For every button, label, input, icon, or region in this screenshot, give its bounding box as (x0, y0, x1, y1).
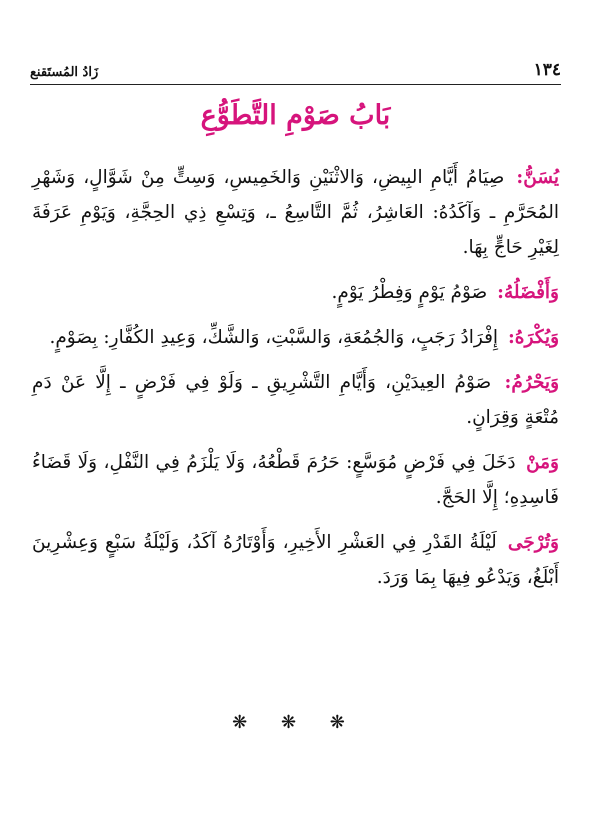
page-number: ١٣٤ (533, 60, 561, 80)
paragraph-text: صَوْمُ يَوْمٍ وَفِطْرُ يَوْمٍ. (331, 282, 488, 303)
paragraph-text: صِيَامُ أَيَّامِ البِيضِ، وَالاثْنَيْنِ وَالخَمِيسِ، وَسِتٍّ مِنْ شَوَّالٍ، وَشَهْرِ المُحَرَّمِ ـ وَآكَدُهُ: العَاشِرُ، ثُمَّ التَّاسِعُ ـ، وَتِسْعِ ذِي الحِجَّةِ، وَيَوْمِ عَرَفَةَ لِغَيْرِ حَاجٍّ بِهَا. (32, 167, 559, 258)
page-header (30, 52, 561, 85)
paragraph-forbidden-fasts (32, 365, 559, 435)
book-title: زَادُ المُستَقنع (30, 65, 99, 80)
paragraph-lead: يُسَنُّ: (516, 167, 559, 188)
paragraph-lead: وَأَفْضَلُهُ: (497, 282, 559, 303)
paragraph-lead: وَتُرْجَى (507, 532, 559, 553)
chapter-title: بَابُ صَوْمِ التَّطَوُّعِ (200, 100, 391, 131)
paragraph-text: لَيْلَةُ القَدْرِ فِي العَشْرِ الأَخِيرِ، وَأَوْتَارُهُ آكَدُ، وَلَيْلَةُ سَبْعٍ وَعِشْرِينَ أَبْلَغُ، وَيَدْعُو فِيهَا بِمَا وَرَدَ. (32, 532, 559, 588)
paragraph-text: صَوْمُ العِيدَيْنِ، وَأَيَّامِ التَّشْرِيقِ ـ وَلَوْ فِي فَرْضٍ ـ إِلَّا عَنْ دَمِ مُتْعَةٍ وَقِرَانٍ. (32, 372, 559, 428)
chapter-content (32, 160, 559, 605)
paragraph-text: إِفْرَادُ رَجَبٍ، وَالجُمُعَةِ، وَالسَّبْتِ، وَالشَّكِّ، وَعِيدِ الكُفَّارِ: بِصَوْمٍ. (49, 327, 499, 348)
paragraph-breaking-fast (32, 445, 559, 515)
paragraph-laylat-al-qadr (32, 525, 559, 595)
paragraph-lead: وَيُكْرَهُ: (507, 327, 559, 348)
paragraph-lead: وَيَحْرُمُ: (504, 372, 560, 393)
paragraph-lead: وَمَنْ (526, 452, 559, 473)
paragraph-text: دَخَلَ فِي فَرْضٍ مُوَسَّعٍ: حَرُمَ قَطْعُهُ، وَلَا يَلْزَمُ فِي النَّفْلِ، وَلَا قَضَاءُ فَاسِدِهِ؛ إِلَّا الحَجَّ. (32, 452, 559, 508)
paragraph-sunnah-fasts (32, 160, 559, 265)
section-separator: ❋ ❋ ❋ (232, 712, 359, 733)
paragraph-disliked-fasts (32, 320, 559, 355)
paragraph-best-fast (32, 275, 559, 310)
